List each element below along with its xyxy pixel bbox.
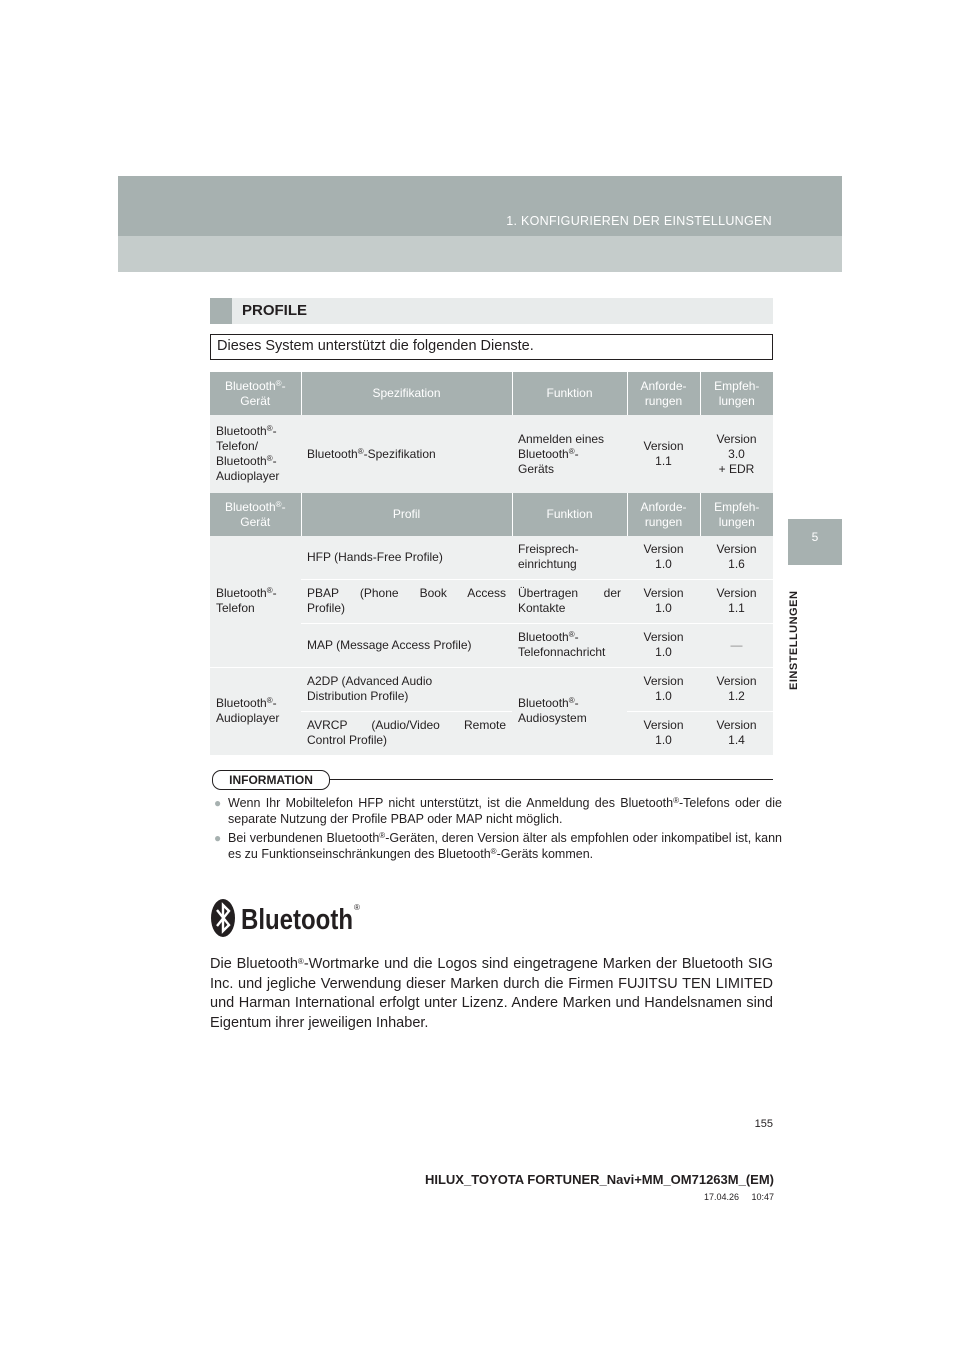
header-cell-requirements: Anforde- rungen bbox=[627, 372, 700, 415]
header-cell-requirements: Anforde- rungen bbox=[627, 493, 700, 536]
cell-requirements: Version 1.1 bbox=[627, 415, 700, 493]
bluetooth-icon bbox=[210, 898, 360, 938]
registered-mark: ® bbox=[354, 903, 360, 912]
header-inner-band bbox=[118, 236, 842, 272]
cell-profile-pbap: PBAP (Phone Book Access Profile) bbox=[301, 579, 512, 623]
document-code: HILUX_TOYOTA FORTUNER_Navi+MM_OM71263M_(EM) bbox=[424, 1172, 774, 1187]
cell-recommendations: Version 3.0 + EDR bbox=[700, 415, 773, 493]
table-row bbox=[210, 415, 773, 493]
cell-recommendations: Version 1.6 bbox=[700, 536, 773, 579]
cell-requirements: Version 1.0 bbox=[627, 579, 700, 623]
cell-recommendations: Version 1.1 bbox=[700, 579, 773, 623]
cell-profile-avrcp: AVRCP (Audio/Video Remote Control Profile) bbox=[301, 711, 512, 755]
information-text: Wenn Ihr Mobiltelefon HFP nicht unterstützt, ist die Anmeldung des Bluetooth®-Telefons oder die separate Nutzung der Profile PBAP oder MAP nicht möglich. bbox=[228, 796, 782, 826]
cell-requirements: Version 1.0 bbox=[627, 667, 700, 711]
header-cell-device: Bluetooth®- Gerät bbox=[210, 372, 301, 415]
cell-device-audio: Bluetooth®- Audioplayer bbox=[210, 667, 301, 755]
bullet-icon: ● bbox=[214, 796, 222, 810]
chapter-label bbox=[780, 570, 820, 690]
document-date: 17.04.26 10:47 bbox=[703, 1192, 774, 1202]
running-header-title: 1. KONFIGURIEREN DER EINSTELLUNGEN bbox=[506, 214, 772, 228]
cell-function: Anmelden eines Bluetooth®- Geräts bbox=[512, 415, 627, 493]
cell-profile-hfp: HFP (Hands-Free Profile) bbox=[301, 536, 512, 579]
profile-table bbox=[210, 372, 773, 756]
header-cell-device: Bluetooth®- Gerät bbox=[210, 493, 301, 536]
cell-recommendations: — bbox=[700, 623, 773, 667]
cell-spec: Bluetooth®-Spezifikation bbox=[301, 415, 512, 493]
section-title: PROFILE bbox=[242, 302, 308, 319]
cell-requirements: Version 1.0 bbox=[627, 623, 700, 667]
cell-recommendations: Version 1.2 bbox=[700, 667, 773, 711]
cell-function: Bluetooth®- Telefonnachricht bbox=[512, 623, 627, 667]
cell-function: Freisprech- einrichtung bbox=[512, 536, 627, 579]
page-number: 155 bbox=[754, 1118, 773, 1130]
header-cell-function: Funktion bbox=[512, 493, 627, 536]
information-rule bbox=[330, 779, 773, 780]
section-heading-marker bbox=[210, 298, 232, 324]
cell-profile-a2dp: A2DP (Advanced Audio Distribution Profile) bbox=[301, 667, 512, 711]
header-cell-recommendations: Empfeh- lungen bbox=[700, 372, 773, 415]
cell-requirements: Version 1.0 bbox=[627, 536, 700, 579]
cell-profile-map: MAP (Message Access Profile) bbox=[301, 623, 512, 667]
bluetooth-logo bbox=[210, 898, 360, 938]
bullet-icon: ● bbox=[214, 831, 222, 845]
cell-requirements: Version 1.0 bbox=[627, 711, 700, 755]
chapter-label-text: EINSTELLUNGEN bbox=[788, 590, 800, 690]
table-header-row bbox=[210, 372, 773, 415]
header-cell-profile: Profil bbox=[301, 493, 512, 536]
header-cell-spec: Spezifikation bbox=[301, 372, 512, 415]
table-row bbox=[210, 536, 773, 579]
header-cell-recommendations: Empfeh- lungen bbox=[700, 493, 773, 536]
bluetooth-wordmark: Bluetooth bbox=[241, 904, 353, 936]
cell-function: Übertragen der Kontakte bbox=[512, 579, 627, 623]
information-label: INFORMATION bbox=[212, 770, 330, 790]
cell-function-audio: Bluetooth®- Audiosystem bbox=[512, 667, 627, 755]
cell-device: Bluetooth®- Telefon/ Bluetooth®- Audioplayer bbox=[210, 415, 301, 493]
cell-device-phone: Bluetooth®- Telefon bbox=[210, 536, 301, 667]
trademark-paragraph: Die Bluetooth®-Wortmarke und die Logos sind eingetragene Marken der Bluetooth SIG Inc. und jegliche Verwendung dieser Marken durch die Firmen FUJITSU TEN LIMITED und Harman International erfolgt unter Lizenz. Andere Marken und Handelsnamen sind Eigentum ihrer jeweiligen Inhaber. bbox=[210, 956, 773, 1031]
cell-recommendations: Version 1.4 bbox=[700, 711, 773, 755]
table-header-row bbox=[210, 493, 773, 536]
intro-box bbox=[210, 334, 773, 360]
chapter-tab: 5 bbox=[788, 519, 842, 565]
table-row bbox=[210, 667, 773, 711]
information-text: Bei verbundenen Bluetooth®-Geräten, deren Version älter als empfohlen oder inkompatibel ist, kann es zu Funktionseinschränkungen des Bluetooth®-Geräts kommen. bbox=[228, 831, 783, 861]
header-cell-function: Funktion bbox=[512, 372, 627, 415]
intro-text: Dieses System unterstützt die folgenden Dienste. bbox=[217, 338, 534, 354]
